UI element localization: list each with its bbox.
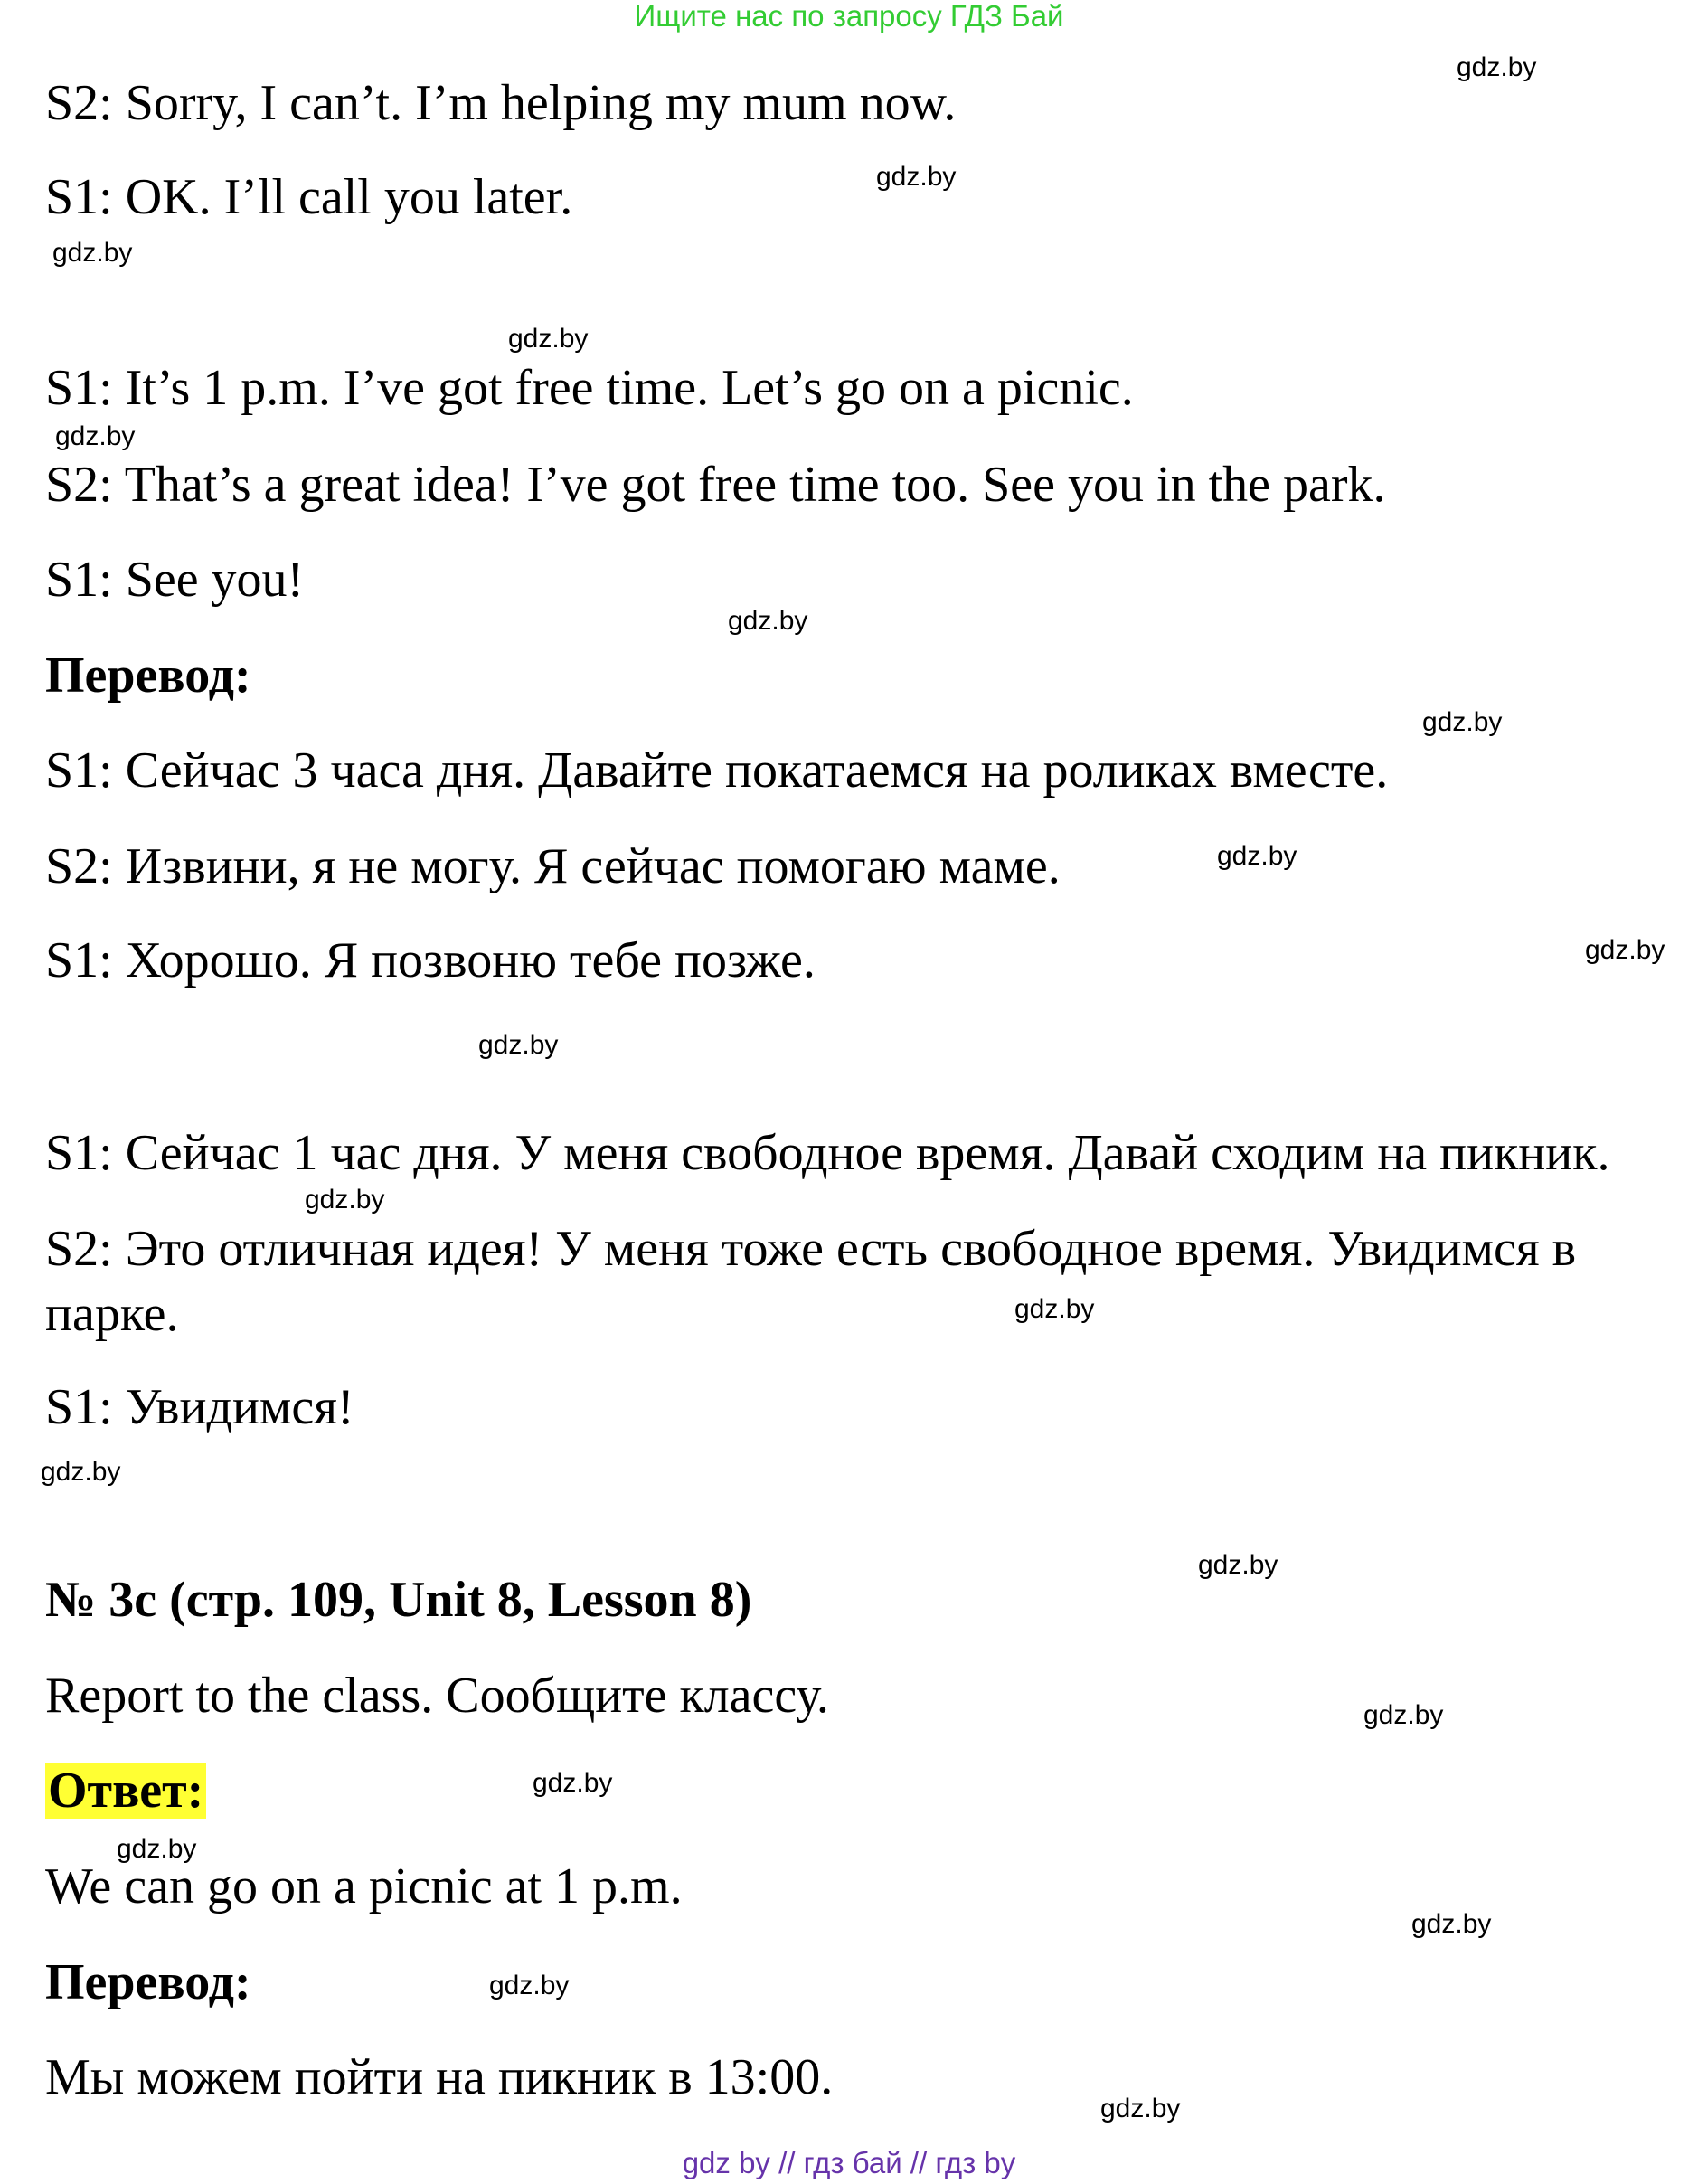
answer-translation: Мы можем пойти на пикник в 13:00. xyxy=(45,2049,834,2105)
dialogue-line: S2: Извини, я не могу. Я сейчас помогаю маме. xyxy=(45,838,1061,894)
translation-heading: Перевод: xyxy=(45,1954,251,2010)
watermark: gdz.by xyxy=(1100,2094,1181,2123)
watermark: gdz.by xyxy=(728,606,808,636)
translation-heading: Перевод: xyxy=(45,648,251,704)
watermark: gdz.by xyxy=(1363,1700,1444,1730)
watermark: gdz.by xyxy=(1585,935,1665,965)
dialogue-line: S2: Это отличная идея! У меня тоже есть свободное время. Увидимся в парке. xyxy=(45,1221,1577,1342)
watermark: gdz.by xyxy=(1411,1909,1492,1939)
dialogue-line: S1: Хорошо. Я позвоню тебе позже. xyxy=(45,932,816,988)
dialogue-line: S1: Сейчас 3 часа дня. Давайте покатаемся на роликах вместе. xyxy=(45,742,1389,799)
watermark: gdz.by xyxy=(876,162,957,192)
watermark: gdz.by xyxy=(1457,52,1537,82)
answer-text: We can go on a picnic at 1 p.m. xyxy=(45,1858,683,1915)
top-banner[interactable]: Ищите нас по запросу ГДЗ Бай xyxy=(634,0,1064,33)
dialogue-line: S1: OK. I’ll call you later. xyxy=(45,169,573,225)
watermark: gdz.by xyxy=(41,1457,121,1487)
watermark: gdz.by xyxy=(1422,707,1503,737)
dialogue-line: S1: It’s 1 p.m. I’ve got free time. Let’s go on a picnic. xyxy=(45,360,1134,416)
watermark: gdz.by xyxy=(52,238,133,268)
watermark: gdz.by xyxy=(1014,1294,1095,1324)
footer-links[interactable]: gdz by // гдз бай // гдз by xyxy=(682,2146,1016,2179)
exercise-heading: № 3c (стр. 109, Unit 8, Lesson 8) xyxy=(45,1572,752,1628)
watermark: gdz.by xyxy=(1198,1550,1278,1580)
dialogue-line: S2: That’s a great idea! I’ve got free time too. See you in the park. xyxy=(45,457,1386,513)
answer-label: Ответ: xyxy=(45,1763,206,1819)
dialogue-line: S2: Sorry, I can’t. I’m helping my mum now. xyxy=(45,75,957,131)
exercise-instruction: Report to the class. Сообщите классу. xyxy=(45,1668,829,1724)
answer-heading xyxy=(45,1758,206,1823)
watermark: gdz.by xyxy=(533,1768,613,1798)
dialogue-line: S1: See you! xyxy=(45,552,305,608)
dialogue-line: S1: Увидимся! xyxy=(45,1379,354,1435)
dialogue-line: S1: Сейчас 1 час дня. У меня свободное время. Давай сходим на пикник. xyxy=(45,1125,1610,1181)
watermark: gdz.by xyxy=(478,1030,559,1060)
watermark: gdz.by xyxy=(1217,841,1297,871)
watermark: gdz.by xyxy=(489,1971,570,2000)
watermark: gdz.by xyxy=(117,1834,197,1864)
watermark: gdz.by xyxy=(305,1185,385,1215)
watermark: gdz.by xyxy=(508,324,589,354)
watermark: gdz.by xyxy=(55,421,136,451)
